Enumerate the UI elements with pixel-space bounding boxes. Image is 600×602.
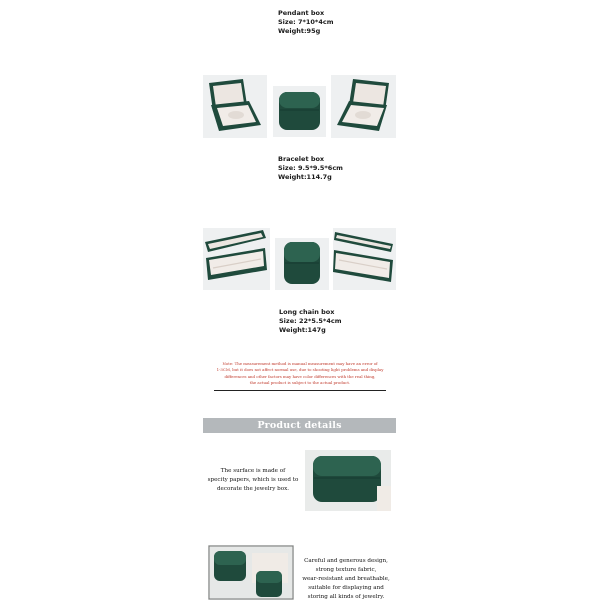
surface-line: decorate the jewelry box.: [216, 486, 290, 492]
note-line: differences and other factors may have color differences with the real thing,: [224, 373, 376, 379]
surface-line: The surface is made of: [220, 468, 286, 474]
bracelet-box-weight: Weight:114.7g: [278, 173, 332, 181]
box-surface-photo: [305, 450, 391, 511]
design-line: strong texture fabric,: [315, 567, 377, 573]
design-line: suitable for displaying and: [308, 585, 384, 591]
design-line: storing all kinds of jewelry.: [307, 594, 385, 600]
surface-description: [205, 467, 301, 494]
long-chain-box-weight: Weight:147g: [279, 326, 326, 334]
long-box-closed-photo: [275, 238, 329, 290]
bracelet-box-spec: [278, 155, 343, 182]
design-line: Careful and generous design,: [304, 558, 388, 564]
long-chain-box-size: Size: 22*5.5*4cm: [279, 317, 342, 325]
long-box-open-photo-left: [203, 228, 270, 290]
pendant-box-weight: Weight:95g: [278, 27, 321, 35]
open-box-photo-right: [331, 75, 396, 138]
long-box-open-photo-right: [333, 228, 396, 290]
pendant-box-name: Pendant box: [278, 9, 325, 17]
long-chain-box-name: Long chain box: [279, 308, 335, 316]
measurement-note: [216, 361, 384, 386]
pendant-box-size: Size: 7*10*4cm: [278, 18, 334, 26]
divider: [214, 390, 386, 391]
note-line: the actual product is subject to the actual product.: [249, 379, 351, 385]
open-box-photo-left: [203, 75, 267, 138]
box-stack-photo: [208, 545, 294, 600]
product-details-banner: Product details: [203, 418, 396, 433]
design-line: wear-resistant and breathable,: [302, 576, 390, 582]
closed-box-photo: [273, 86, 326, 137]
surface-line: specity papers, which is used to: [207, 477, 299, 483]
long-chain-box-spec: [279, 308, 341, 335]
design-description: [300, 557, 392, 602]
note-line: Note: The measurement method is manual measurement may have an error of: [222, 361, 378, 366]
pendant-box-spec: [278, 9, 333, 36]
note-line: 1-3CM, but it does not affect normal use, due to shooting light problems and display: [216, 367, 384, 373]
bracelet-box-name: Bracelet box: [278, 155, 325, 163]
bracelet-box-size: Size: 9.5*9.5*6cm: [278, 164, 343, 172]
